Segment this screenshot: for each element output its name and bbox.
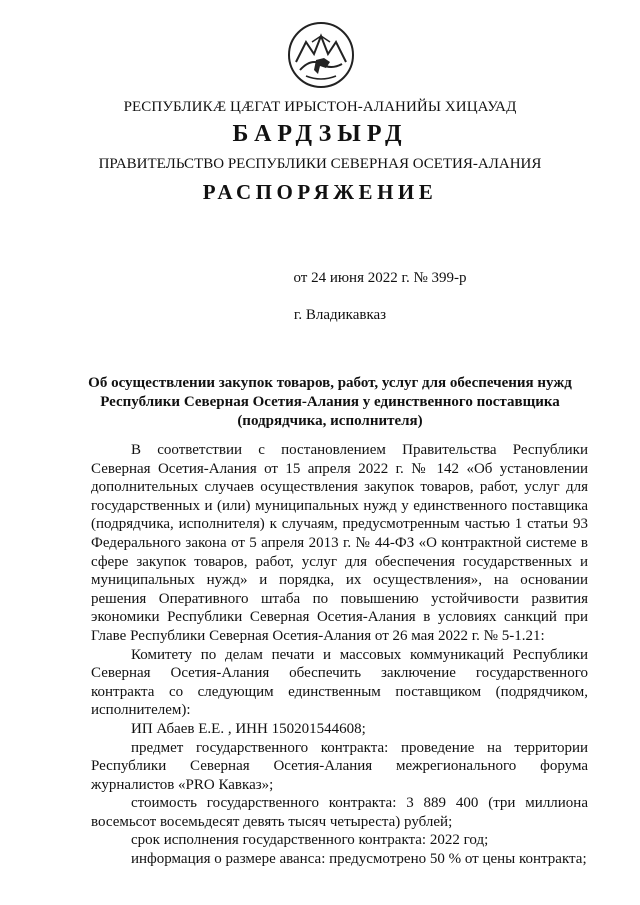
coat-of-arms-emblem — [286, 20, 356, 90]
document-title: Об осуществлении закупок товаров, работ, услуг для обеспечения нужд Республики Северная Осетия-Алания у единственного поставщика (подрядчика, исполнителя) — [88, 375, 572, 429]
ossetian-document-type: БАРДЗЫРД — [232, 121, 408, 147]
body-paragraph: срок исполнения государственного контракта: 2022 год; — [131, 832, 489, 849]
ossetian-government-name: РЕСПУБЛИКӔ ЦӔГАТ ИРЫСТОН-АЛАНИЙЫ ХИЦАУАД — [123, 99, 517, 115]
body-paragraph: В соответствии с постановлением Правительства Республики Северная Осетия-Алания от 15 апреля 2022 г. № 142 «Об установлении дополнительных случаев осуществления закупок товаров, работ, услуг для государственных и (или) муниципальных нужд у единственного поставщика (подрядчика, исполнителя) к случаям, предусмотренным частью 1 статьи 93 Федерального закона от 5 апреля 2013 г. № 44-ФЗ «О контрактной системе в сфере закупок товаров, работ, услуг для обеспечения государственных и муниципальных нужд» и порядка, их осуществления», на основании решения Оперативного штаба по повышению устойчивости развития экономики Республики Северная Осетия-Алания в условиях санкций при Главе Республики Северная Осетия-Алания от 26 мая 2022 г. № 5-1.21: — [91, 442, 588, 644]
body-paragraph: стоимость государственного контракта: 3 889 400 (три миллиона восемьсот восемьдесят девять тысяч четыреста) рублей; — [91, 795, 588, 830]
body-paragraph: ИП Абаев Е.Е. , ИНН 150201544608; — [131, 720, 366, 737]
document-city: г. Владикавказ — [293, 307, 387, 323]
body-paragraph: информация о размере аванса: предусмотрено 50 % от цены контракта; — [131, 851, 587, 868]
body-paragraph: Комитету по делам печати и массовых коммуникаций Республики Северная Осетия-Алания обеспечить заключение государственного контракта со следующим единственным поставщиком (подрядчиком, исполнителем): — [91, 646, 588, 719]
body-paragraph: предмет государственного контракта: проведение на территории Республики Северная Осетия-Алания межрегионального форума журналистов «PRO Кавказ»; — [91, 739, 588, 793]
document-date-number: от 24 июня 2022 г. № 399-р — [293, 270, 467, 286]
document-body — [91, 441, 588, 869]
russian-government-name: ПРАВИТЕЛЬСТВО РЕСПУБЛИКИ СЕВЕРНАЯ ОСЕТИЯ-АЛАНИЯ — [98, 156, 542, 172]
russian-document-type: РАСПОРЯЖЕНИЕ — [202, 180, 438, 204]
